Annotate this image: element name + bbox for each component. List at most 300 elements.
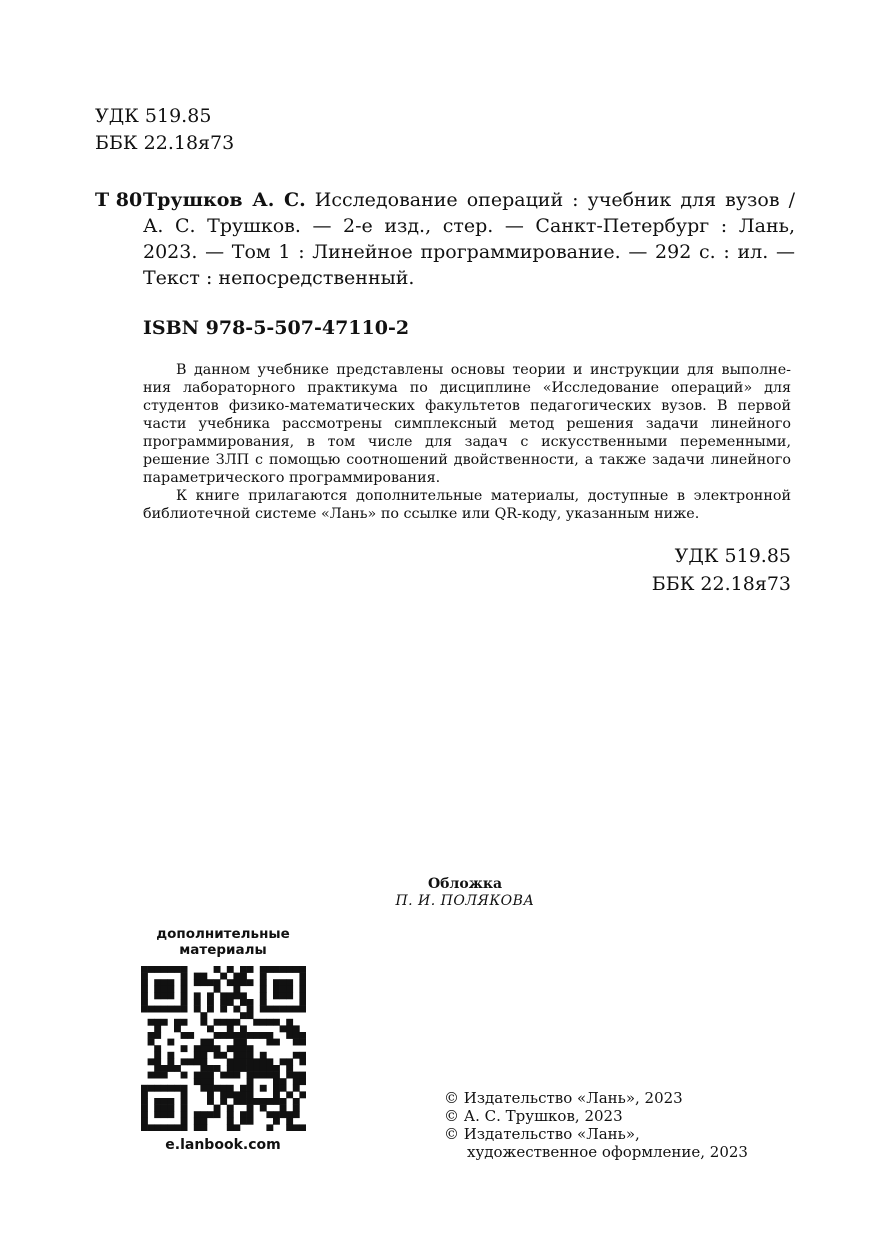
qr-module: [200, 1124, 207, 1131]
qr-module: [200, 1012, 207, 1019]
qr-module: [299, 1052, 306, 1059]
qr-module: [259, 1058, 266, 1065]
qr-module: [246, 1078, 253, 1085]
qr-module: [167, 966, 174, 973]
qr-module: [286, 1019, 293, 1026]
qr-module: [220, 999, 227, 1006]
qr-module: [207, 1025, 214, 1032]
qr-module: [141, 1111, 148, 1118]
copyright-line-4: художественное оформление, 2023: [467, 1143, 748, 1161]
qr-module: [233, 1072, 240, 1079]
qr-module: [187, 1032, 194, 1039]
qr-module: [213, 1019, 220, 1026]
qr-module: [193, 1072, 200, 1079]
qr-module: [207, 999, 214, 1006]
qr-module: [180, 1019, 187, 1026]
qr-module: [193, 1052, 200, 1059]
qr-module: [147, 1032, 154, 1039]
qr-module: [246, 1006, 253, 1013]
qr-module: [193, 992, 200, 999]
qr-module: [299, 1039, 306, 1046]
qr-module: [286, 1025, 293, 1032]
qr-module: [180, 1118, 187, 1125]
qr-module: [226, 992, 233, 999]
qr-module: [279, 979, 286, 986]
qr-module: [226, 966, 233, 973]
qr-module: [266, 1006, 273, 1013]
qr-module: [154, 1065, 161, 1072]
qr-module: [246, 1091, 253, 1098]
qr-module: [160, 992, 167, 999]
abstract-line: ния лабораторного практикума по дисциплине «Исследование операций» для: [143, 380, 791, 396]
qr-module: [273, 992, 280, 999]
cover-credit: [330, 876, 600, 910]
qr-module: [167, 1065, 174, 1072]
qr-module: [240, 1098, 247, 1105]
qr-module: [167, 1006, 174, 1013]
qr-module: [193, 1111, 200, 1118]
qr-module: [240, 992, 247, 999]
qr-module: [292, 1072, 299, 1079]
qr-module: [154, 1072, 161, 1079]
qr-module: [299, 999, 306, 1006]
qr-module: [200, 1065, 207, 1072]
qr-module: [180, 1124, 187, 1131]
qr-module: [207, 1045, 214, 1052]
qr-module: [141, 1105, 148, 1112]
cover-designer: П. И. ПОЛЯКОВА: [395, 893, 535, 909]
qr-module: [160, 1124, 167, 1131]
qr-module: [154, 1085, 161, 1092]
qr-module: [266, 1058, 273, 1065]
qr-module: [154, 1045, 161, 1052]
qr-module: [200, 1058, 207, 1065]
qr-module: [266, 1111, 273, 1118]
qr-module: [240, 979, 247, 986]
qr-module: [167, 1052, 174, 1059]
qr-module: [246, 1072, 253, 1079]
qr-module: [266, 1072, 273, 1079]
qr-module: [226, 1019, 233, 1026]
qr-module: [207, 979, 214, 986]
qr-module: [141, 1085, 148, 1092]
qr-module: [292, 1039, 299, 1046]
qr-module: [200, 1045, 207, 1052]
qr-module: [273, 1118, 280, 1125]
qr-module: [279, 1006, 286, 1013]
qr-module: [233, 1032, 240, 1039]
qr-module: [141, 966, 148, 973]
qr-module: [266, 1039, 273, 1046]
abstract-line: студентов физико-математических факультетов педагогических вузов. В первой: [143, 398, 791, 414]
qr-module: [220, 1091, 227, 1098]
qr-module: [160, 1111, 167, 1118]
qr-module: [160, 1085, 167, 1092]
qr-module: [154, 1032, 161, 1039]
qr-module: [246, 966, 253, 973]
qr-module: [141, 992, 148, 999]
catalog-line-1: Исследование операций : учебник для вузов /: [314, 189, 795, 211]
qr-module: [141, 1098, 148, 1105]
qr-module: [299, 1006, 306, 1013]
qr-module: [180, 979, 187, 986]
qr-module: [200, 1085, 207, 1092]
qr-module: [299, 979, 306, 986]
qr-module: [292, 966, 299, 973]
qr-module: [286, 979, 293, 986]
qr-module: [200, 979, 207, 986]
qr-module: [180, 1105, 187, 1112]
qr-module: [220, 973, 227, 980]
qr-module: [193, 1124, 200, 1131]
qr-module: [154, 1105, 161, 1112]
qr-module: [226, 999, 233, 1006]
qr-module: [292, 1124, 299, 1131]
qr-module: [147, 1058, 154, 1065]
qr-module: [141, 979, 148, 986]
qr-module: [299, 992, 306, 999]
qr-code-icon[interactable]: [141, 966, 306, 1131]
qr-module: [299, 1078, 306, 1085]
udk-code-bottom: УДК 519.85: [674, 545, 791, 567]
qr-module: [213, 986, 220, 993]
qr-module: [154, 986, 161, 993]
qr-module: [167, 979, 174, 986]
qr-caption-line-1: дополнительные: [156, 926, 290, 942]
qr-module: [246, 1045, 253, 1052]
qr-module: [273, 1078, 280, 1085]
qr-module: [207, 1039, 214, 1046]
qr-module: [292, 1052, 299, 1059]
classification-top: [95, 103, 234, 157]
qr-module: [279, 1111, 286, 1118]
qr-module: [160, 1006, 167, 1013]
qr-module: [174, 1065, 181, 1072]
qr-module: [279, 1025, 286, 1032]
qr-url[interactable]: e.lanbook.com: [165, 1137, 281, 1153]
qr-module: [259, 1098, 266, 1105]
qr-module: [286, 966, 293, 973]
qr-module: [193, 999, 200, 1006]
qr-module: [174, 966, 181, 973]
qr-module: [259, 979, 266, 986]
qr-module: [279, 966, 286, 973]
qr-module: [246, 1111, 253, 1118]
qr-module: [279, 1085, 286, 1092]
qr-module: [253, 1065, 260, 1072]
qr-module: [180, 992, 187, 999]
qr-module: [213, 1105, 220, 1112]
qr-module: [279, 1078, 286, 1085]
qr-module: [160, 1098, 167, 1105]
qr-module: [266, 1098, 273, 1105]
qr-module: [273, 966, 280, 973]
qr-module: [226, 1025, 233, 1032]
qr-module: [292, 1025, 299, 1032]
qr-module: [273, 979, 280, 986]
qr-module: [273, 1111, 280, 1118]
qr-module: [259, 1072, 266, 1079]
qr-module: [167, 1105, 174, 1112]
qr-module: [174, 1124, 181, 1131]
qr-module: [207, 1006, 214, 1013]
qr-module: [193, 1078, 200, 1085]
qr-module: [174, 1025, 181, 1032]
qr-module: [286, 1032, 293, 1039]
author-name: Трушков А. С.: [143, 189, 306, 211]
qr-module: [286, 1124, 293, 1131]
qr-module: [167, 992, 174, 999]
qr-module: [200, 1052, 207, 1059]
qr-module: [279, 986, 286, 993]
qr-block: [138, 926, 308, 1153]
qr-module: [220, 1085, 227, 1092]
qr-module: [193, 1118, 200, 1125]
qr-module: [299, 1124, 306, 1131]
qr-module: [141, 973, 148, 980]
qr-module: [233, 1058, 240, 1065]
qr-module: [273, 1065, 280, 1072]
qr-module: [253, 1098, 260, 1105]
qr-module: [259, 986, 266, 993]
qr-module: [207, 1098, 214, 1105]
qr-module: [233, 1091, 240, 1098]
qr-module: [240, 973, 247, 980]
qr-module: [259, 1006, 266, 1013]
qr-module: [259, 1032, 266, 1039]
qr-module: [246, 999, 253, 1006]
qr-module: [299, 986, 306, 993]
qr-module: [200, 1039, 207, 1046]
qr-module: [233, 979, 240, 986]
qr-module: [174, 1006, 181, 1013]
qr-module: [273, 1098, 280, 1105]
qr-module: [233, 986, 240, 993]
qr-module: [180, 1058, 187, 1065]
qr-module: [207, 1078, 214, 1085]
qr-module: [193, 973, 200, 980]
qr-module: [207, 1065, 214, 1072]
qr-module: [299, 1058, 306, 1065]
qr-module: [233, 1045, 240, 1052]
qr-module: [259, 992, 266, 999]
qr-module: [226, 1032, 233, 1039]
qr-module: [266, 1124, 273, 1131]
qr-module: [259, 999, 266, 1006]
qr-module: [240, 1025, 247, 1032]
qr-module: [226, 1072, 233, 1079]
bbk-code: ББК 22.18я73: [95, 132, 235, 154]
qr-module: [220, 1006, 227, 1013]
qr-module: [286, 1091, 293, 1098]
qr-module: [220, 1019, 227, 1026]
qr-module: [141, 1091, 148, 1098]
qr-module: [154, 1019, 161, 1026]
qr-module: [226, 979, 233, 986]
qr-module: [220, 1098, 227, 1105]
qr-module: [273, 1085, 280, 1092]
qr-module: [233, 992, 240, 999]
qr-module: [167, 1039, 174, 1046]
qr-module: [246, 1012, 253, 1019]
qr-module: [147, 1124, 154, 1131]
qr-module: [226, 1058, 233, 1065]
qr-module: [299, 1091, 306, 1098]
qr-module: [286, 1065, 293, 1072]
qr-module: [259, 1052, 266, 1059]
qr-module: [220, 992, 227, 999]
qr-module: [187, 1058, 194, 1065]
qr-module: [147, 1006, 154, 1013]
qr-module: [240, 1012, 247, 1019]
catalog-line-3: 2023. — Том 1 : Линейное программирование. — 292 с. : ил. —: [143, 241, 795, 263]
qr-module: [174, 1085, 181, 1092]
qr-module: [226, 1124, 233, 1131]
qr-module: [292, 1111, 299, 1118]
qr-module: [246, 1118, 253, 1125]
qr-module: [246, 1085, 253, 1092]
qr-module: [273, 1091, 280, 1098]
catalog-line-2: А. С. Трушков. — 2-е изд., стер. — Санкт-Петербург : Лань,: [143, 215, 795, 237]
qr-module: [167, 1098, 174, 1105]
qr-module: [180, 1091, 187, 1098]
copyright-line-2: © А. С. Трушков, 2023: [444, 1107, 623, 1125]
bibliographic-description: [143, 187, 795, 291]
qr-module: [226, 1045, 233, 1052]
qr-module: [154, 1025, 161, 1032]
qr-module: [253, 1072, 260, 1079]
qr-module: [240, 1039, 247, 1046]
qr-module: [200, 1019, 207, 1026]
qr-module: [273, 1019, 280, 1026]
qr-module: [240, 1065, 247, 1072]
qr-module: [292, 1078, 299, 1085]
qr-module: [279, 1058, 286, 1065]
qr-module: [200, 1111, 207, 1118]
qr-module: [167, 1124, 174, 1131]
qr-module: [213, 1065, 220, 1072]
qr-module: [167, 1058, 174, 1065]
qr-module: [240, 1085, 247, 1092]
qr-module: [259, 1019, 266, 1026]
qr-module: [154, 1111, 161, 1118]
qr-module: [246, 1098, 253, 1105]
qr-module: [147, 1039, 154, 1046]
qr-module: [246, 1032, 253, 1039]
qr-module: [292, 1085, 299, 1092]
qr-module: [233, 1065, 240, 1072]
qr-module: [180, 966, 187, 973]
qr-module: [200, 1118, 207, 1125]
abstract-line: библиотечной системе «Лань» по ссылке или QR-коду, указанным ниже.: [143, 506, 700, 522]
qr-module: [141, 999, 148, 1006]
qr-module: [160, 1072, 167, 1079]
qr-module: [286, 1118, 293, 1125]
qr-module: [180, 1045, 187, 1052]
qr-module: [160, 979, 167, 986]
qr-module: [154, 1098, 161, 1105]
qr-module: [266, 1065, 273, 1072]
qr-module: [167, 986, 174, 993]
qr-module: [240, 1032, 247, 1039]
qr-module: [259, 1065, 266, 1072]
qr-module: [226, 1111, 233, 1118]
qr-module: [240, 966, 247, 973]
qr-module: [273, 1039, 280, 1046]
qr-module: [207, 1091, 214, 1098]
qr-module: [174, 1019, 181, 1026]
qr-module: [226, 1085, 233, 1092]
qr-module: [213, 1032, 220, 1039]
qr-module: [154, 966, 161, 973]
qr-module: [213, 1111, 220, 1118]
qr-module: [147, 966, 154, 973]
qr-module: [154, 979, 161, 986]
qr-module: [180, 1006, 187, 1013]
qr-module: [286, 1111, 293, 1118]
qr-module: [213, 1052, 220, 1059]
qr-module: [299, 1072, 306, 1079]
qr-module: [207, 1111, 214, 1118]
qr-module: [141, 986, 148, 993]
catalog-line-4: Текст : непосредственный.: [143, 267, 415, 289]
qr-module: [240, 1058, 247, 1065]
qr-module: [233, 973, 240, 980]
qr-module: [286, 986, 293, 993]
qr-module: [220, 1032, 227, 1039]
qr-module: [292, 1105, 299, 1112]
catalog-entry: [95, 187, 795, 291]
qr-module: [160, 1105, 167, 1112]
qr-module: [299, 973, 306, 980]
qr-module: [200, 973, 207, 980]
qr-module: [240, 1091, 247, 1098]
qr-module: [292, 1032, 299, 1039]
qr-module: [154, 1058, 161, 1065]
qr-module: [213, 1085, 220, 1092]
qr-module: [259, 966, 266, 973]
abstract-line: В данном учебнике представлены основы теории и инструкции для выполне-: [176, 362, 791, 378]
qr-module: [167, 1085, 174, 1092]
qr-module: [226, 1091, 233, 1098]
qr-module: [233, 1019, 240, 1026]
qr-module: [207, 1085, 214, 1092]
qr-module: [259, 973, 266, 980]
qr-module: [180, 1032, 187, 1039]
qr-module: [292, 1006, 299, 1013]
qr-module: [160, 1065, 167, 1072]
qr-module: [259, 1085, 266, 1092]
abstract-line: программирования, в том числе для задач с искусственными переменными,: [143, 434, 791, 450]
qr-module: [279, 1098, 286, 1105]
abstract-line: решение ЗЛП с помощью соотношений двойственности, а также задачи линейного: [143, 452, 791, 468]
qr-module: [233, 1006, 240, 1013]
qr-module: [292, 1098, 299, 1105]
qr-module: [273, 1072, 280, 1079]
qr-module: [240, 1045, 247, 1052]
isbn: ISBN 978-5-507-47110-2: [143, 317, 410, 339]
qr-module: [167, 1111, 174, 1118]
qr-module: [193, 1006, 200, 1013]
qr-module: [246, 1065, 253, 1072]
qr-module: [240, 1111, 247, 1118]
qr-module: [240, 999, 247, 1006]
qr-module: [213, 966, 220, 973]
copyright-line-1: © Издательство «Лань», 2023: [444, 1089, 683, 1107]
qr-module: [220, 1052, 227, 1059]
qr-module: [226, 1065, 233, 1072]
qr-module: [180, 999, 187, 1006]
